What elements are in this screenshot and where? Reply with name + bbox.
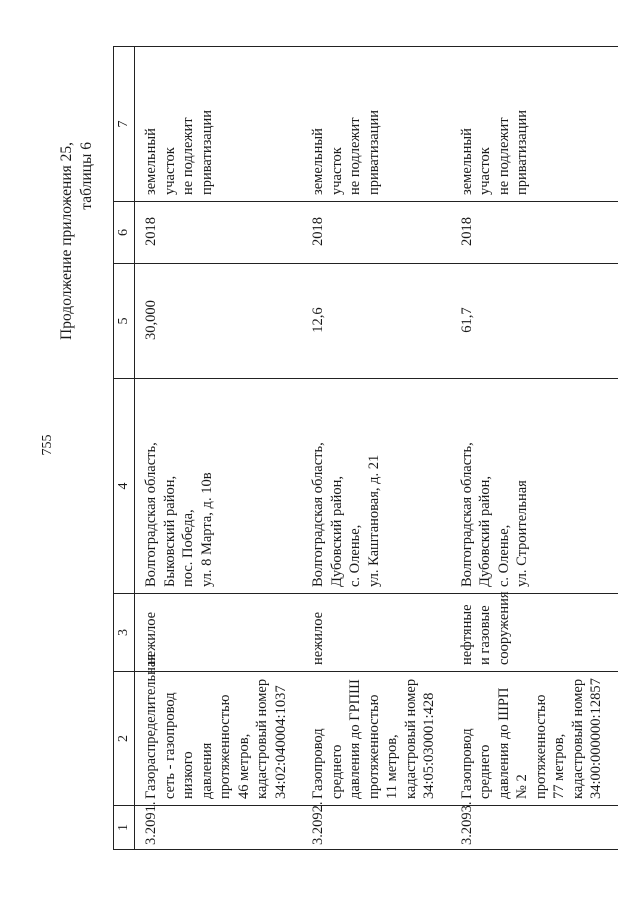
cell-name	[302, 672, 451, 806]
cell-note	[302, 47, 451, 202]
cell-type-line: нефтяные	[458, 604, 475, 665]
cell-name-line: протяженностью	[217, 694, 233, 799]
cell-name-line: Газопровод среднего	[310, 728, 345, 799]
column-header: 7	[114, 47, 135, 202]
cell-address	[135, 379, 303, 594]
continuation-line-2: таблицы 6	[78, 142, 95, 210]
header-row	[114, 47, 135, 850]
cell-value: 61,7	[451, 264, 618, 379]
table-row	[302, 47, 451, 850]
table-body	[135, 47, 618, 850]
cell-note-line: участок	[328, 147, 345, 195]
cell-note-line: приватизации	[365, 109, 382, 195]
table-row	[135, 47, 303, 850]
cell-address-line: пос. Победа,	[180, 509, 196, 587]
cell-address-line: ул. Строительная	[514, 480, 530, 587]
cell-name-line: давления до ШРП № 2	[495, 687, 530, 799]
cell-note	[135, 47, 303, 202]
column-header: 2	[114, 672, 135, 806]
cell-name-line: протяженностью	[365, 694, 382, 799]
cell-number: 3.2091.	[135, 806, 303, 850]
cell-type-line: нежилое	[310, 611, 326, 665]
cell-name-line: Газораспределительная	[143, 653, 159, 799]
cell-name-line: кадастровый номер	[254, 678, 270, 799]
cell-type-line: сооружения	[495, 591, 512, 665]
cell-address-line: с. Оленье,	[347, 524, 363, 587]
cell-note-line: не подлежит	[495, 117, 512, 195]
cell-name-line: давления до ГРПШ	[347, 679, 363, 799]
cell-name-line: сеть - газопровод низкого	[161, 692, 196, 799]
cell-name	[451, 672, 618, 806]
cell-address-line: Быковский район,	[161, 475, 178, 587]
column-header: 1	[114, 806, 135, 850]
cell-note-line: приватизации	[198, 109, 215, 195]
cell-name-line: давления	[198, 742, 215, 799]
cell-note-line: участок	[477, 147, 493, 195]
cell-address	[451, 379, 618, 594]
cell-address-line: с. Оленье,	[495, 524, 512, 587]
cell-value: 12,6	[302, 264, 451, 379]
cell-name	[135, 653, 303, 806]
property-table	[113, 46, 618, 850]
page-number: 755	[40, 434, 55, 456]
cell-year: 2018	[451, 202, 618, 264]
cell-name-line: кадастровый номер	[402, 678, 419, 799]
cell-address-line: Волгоградская область,	[458, 442, 475, 587]
column-header: 3	[114, 594, 135, 672]
cell-name-line: кадастровый номер	[569, 678, 586, 799]
cell-type	[302, 594, 451, 672]
cell-address-line: ул. Каштановая, д. 21	[365, 454, 382, 587]
continuation-note	[57, 142, 97, 382]
cell-type-line: нежилое	[143, 611, 159, 665]
cell-year: 2018	[135, 202, 303, 264]
cell-type-line: и газовые	[477, 605, 493, 665]
cell-note-line: приватизации	[514, 109, 530, 195]
cell-name-line: Газопровод среднего	[458, 728, 493, 799]
cell-name-line: 77 метров,	[551, 733, 567, 799]
cell-note-line: участок	[161, 147, 178, 195]
cell-type	[135, 594, 303, 672]
cell-name-line: 11 метров,	[384, 734, 400, 799]
cell-note-line: не подлежит	[180, 117, 196, 195]
cell-address-line: Дубовский район,	[328, 475, 345, 587]
cell-address-line: Дубовский район,	[477, 475, 493, 587]
cell-address	[302, 379, 451, 594]
cell-note	[451, 47, 618, 202]
column-header: 5	[114, 264, 135, 379]
column-header: 6	[114, 202, 135, 264]
cell-note-line: земельный	[310, 128, 326, 195]
cell-note-line: не подлежит	[347, 117, 363, 195]
cell-type	[451, 591, 618, 672]
cell-name-line: 34:02:040004:1037	[272, 685, 289, 799]
cell-name-line: 34:00:000000:12857	[588, 678, 604, 799]
cell-note-line: земельный	[458, 128, 475, 195]
cell-year: 2018	[302, 202, 451, 264]
cell-note-line: земельный	[143, 128, 159, 195]
column-header: 4	[114, 379, 135, 594]
continuation-line-1: Продолжение приложения 25,	[58, 142, 75, 340]
cell-name-line: 34:05:030001:428	[421, 692, 437, 799]
cell-name-line: 46 метров,	[235, 733, 252, 799]
cell-number: 3.2093.	[451, 806, 618, 850]
cell-number: 3.2092.	[302, 806, 451, 850]
cell-address-line: Волгоградская область,	[310, 442, 326, 587]
table-row	[451, 47, 618, 850]
cell-name-line: протяженностью	[532, 694, 549, 799]
cell-address-line: ул. 8 Марта, д. 10в	[198, 472, 215, 587]
cell-address-line: Волгоградская область,	[143, 442, 159, 587]
cell-value: 30,000	[135, 264, 303, 379]
